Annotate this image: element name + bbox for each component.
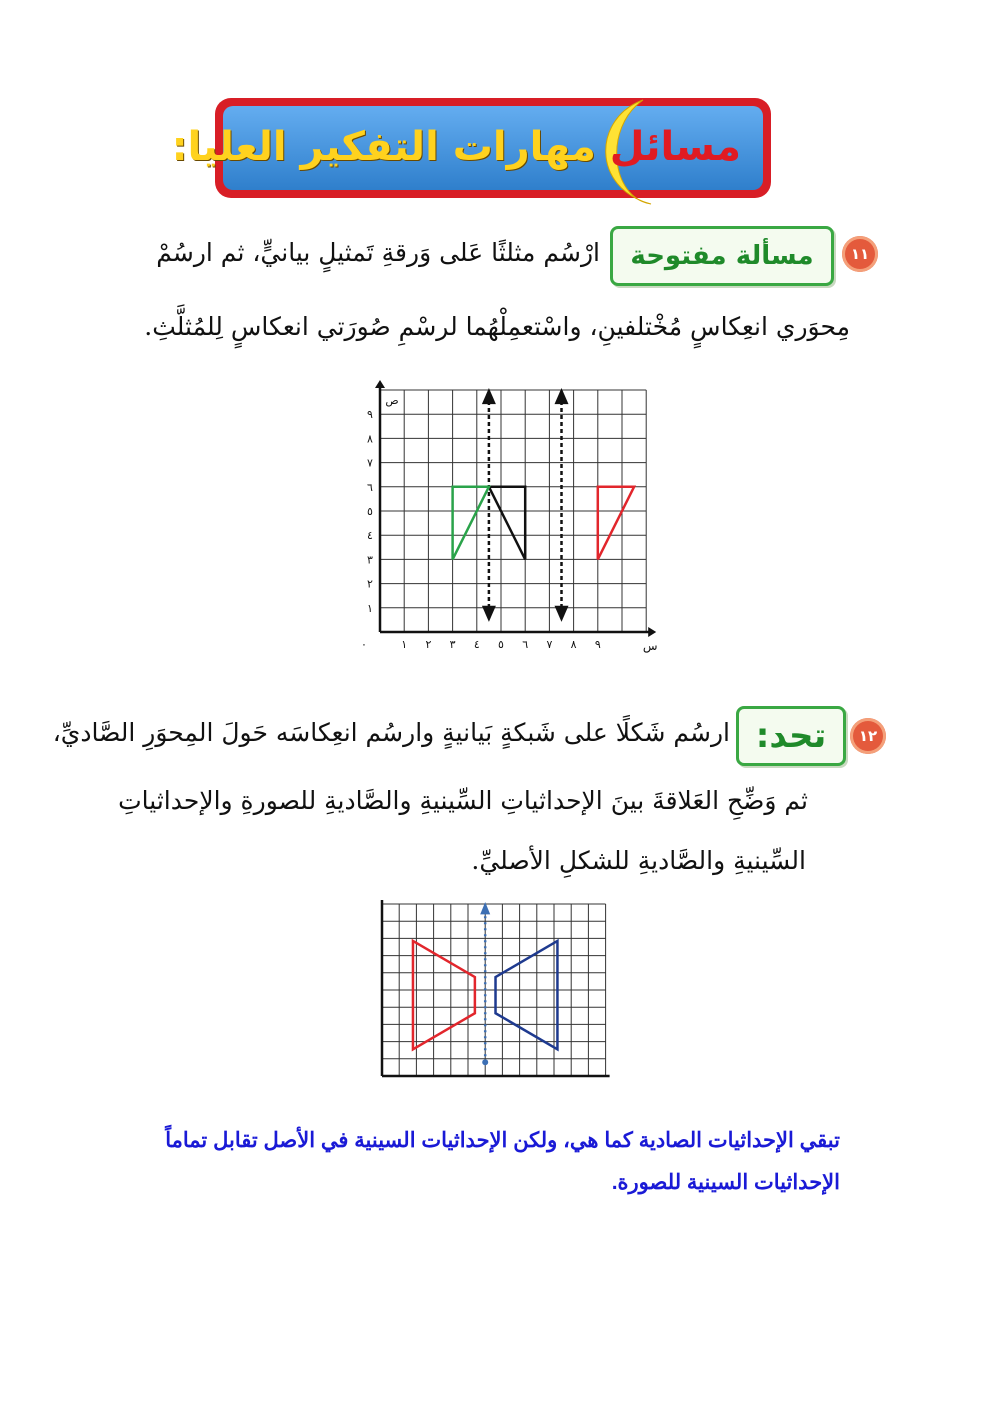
x-tick-label: ٢ [425, 638, 432, 651]
x-tick-label: ٩ [594, 638, 601, 651]
y-tick-label: ٢ [367, 577, 373, 591]
question-11-tag: مسألة مفتوحة [610, 226, 834, 286]
y-tick-label: ٣ [367, 553, 373, 567]
arrow-down-icon [555, 606, 569, 622]
title-banner-inner [171, 106, 763, 190]
y-tick-label: ٧ [367, 456, 373, 470]
graph-2 [372, 896, 622, 1086]
question-11-number: ١١ [842, 236, 878, 272]
question-12-line-1: ارسُم شَكلًا على شَبكةٍ بَيانيةٍ وارسُم انعِكاسَه حَولَ المِحوَرِ الصَّاديِّ، [52, 718, 730, 747]
x-tick-label: ٨ [570, 638, 577, 651]
x-tick-label: ٤ [473, 638, 480, 651]
y-tick-label: ٦ [367, 480, 373, 494]
y-tick-label: ١ [367, 601, 373, 615]
y-axis-label: ص [385, 394, 399, 407]
x-axis-arrow-icon [648, 627, 656, 637]
origin-label: ٠ [361, 638, 367, 651]
original-triangle [489, 487, 525, 560]
y-tick-label: ٥ [367, 505, 373, 518]
y-tick-label: ٨ [367, 432, 373, 446]
title-banner [171, 98, 771, 198]
x-tick-label: ٣ [449, 638, 456, 651]
red-original-shape [413, 941, 475, 1049]
x-tick-label: ٦ [522, 638, 529, 651]
green-image-triangle [453, 487, 489, 560]
question-12-line-2: ثم وَضِّحِ العَلاقةَ بينَ الإحداثياتِ السِّينيةِ والصَّاديةِ للصورةِ والإحداثياتِ [118, 786, 808, 815]
graph-1-axes [375, 380, 656, 637]
blue-reflected-shape [496, 941, 558, 1049]
x-tick-label: ١ [401, 638, 408, 651]
y-axis-arrow-icon [375, 380, 385, 388]
graph-1 [350, 376, 658, 656]
graph-1-shapes [453, 487, 634, 560]
arrow-down-icon [482, 606, 496, 622]
question-12-tag: تحد: [736, 706, 846, 766]
question-11-line-2: مِحوَري انعِكاسٍ مُخْتلفينِ، واسْتعمِلْهُما لرسْمِ صُورَتي انعكاسٍ لِلمُثلَّثِ. [144, 312, 850, 341]
y-tick-label: ٤ [367, 529, 373, 543]
question-11-line-1: ارْسُم مثلثًا عَلى وَرقةِ تَمثيلٍ بيانيٍّ، ثم ارسُمْ [156, 238, 600, 267]
x-tick-label: ٥ [498, 638, 504, 651]
title-part-2: مهارات التفكير العليا: [171, 124, 596, 170]
answer-line-1: تبقي الإحداثيات الصادية كما هي، ولكن الإحداثيات السينية في الأصل تقابل تماماً [165, 1129, 840, 1152]
question-12-number: ١٢ [850, 718, 886, 754]
y-tick-label: ٩ [367, 408, 373, 422]
graph-1-grid [380, 390, 646, 632]
answer-line-2: الإحداثيات السينية للصورة. [611, 1171, 840, 1194]
x-axis-label: س [642, 639, 658, 653]
x-tick-label: ٧ [546, 638, 553, 651]
title-part-1: مسائل [609, 124, 741, 170]
question-12-line-3: السِّينيةِ والصَّاديةِ للشكلِ الأصليِّ. [471, 846, 806, 875]
red-image-triangle [598, 487, 634, 560]
graph-1-labels [361, 394, 657, 654]
page-title [172, 124, 741, 170]
axis-end-dot [482, 1059, 488, 1065]
